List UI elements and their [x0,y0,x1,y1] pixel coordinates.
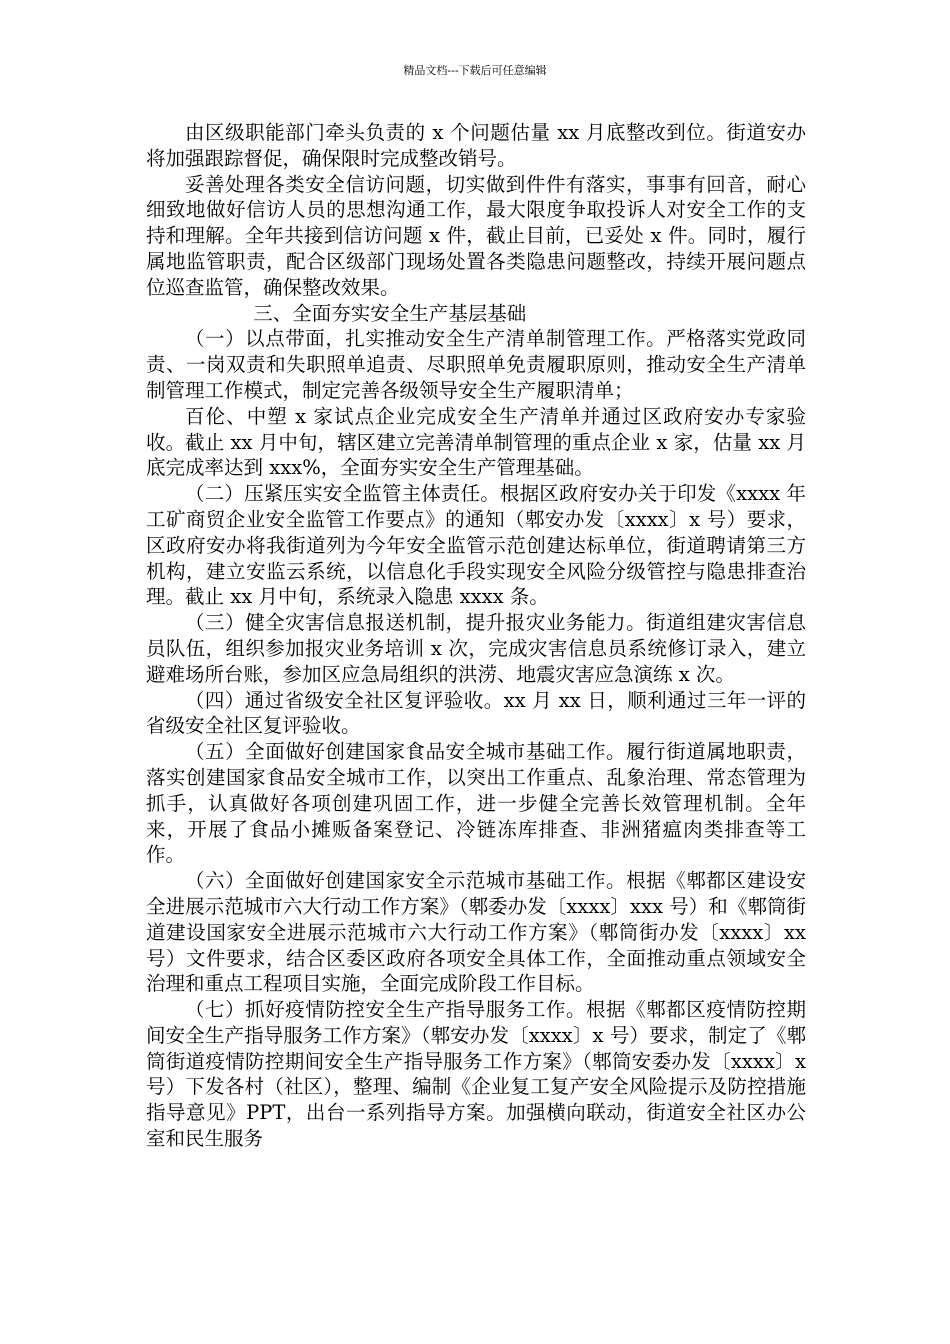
paragraph-item-3: （三）健全灾害信息报送机制，提升报灾业务能力。街道组建灾害信息员队伍，组织参加报灾业务培训 x 次，完成灾害信息员系统修订录入，建立避难场所台账，参加区应急局组织的洪涝、地震灾害应急演练 x 次。 [146,611,806,686]
paragraph-item-7: （七）抓好疫情防控安全生产指导服务工作。根据《郫都区疫情防控期间安全生产指导服务工作方案》（郫安办发〔xxxx〕x 号）要求，制定了《郫筒街道疫情防控期间安全生产指导服务工作方案》（郫筒安委办发〔xxxx〕x 号）下发各村（社区），整理、编制《企业复工复产安全风险提示及防控措施指导意见》PPT，出台一系列指导方案。加强横向联动，街道安全社区办公室和民生服务 [146,998,806,1151]
page-header: 精品文档---下载后可任意编辑 [403,64,547,77]
section-heading: 三、全面夯实安全生产基层基础 [253,301,527,325]
paragraph-item-6: （六）全面做好创建国家安全示范城市基础工作。根据《郫都区建设安全进展示范城市六大行动工作方案》（郫委办发〔xxxx〕xxx 号）和《郫筒街道建设国家安全进展示范城市六大行动工作方案》（郫筒街办发〔xxxx〕xx 号）文件要求，结合区委区政府各项安全具体工作，全面推动重点领域安全治理和重点工程项目实施，全面完成阶段工作目标。 [146,869,806,996]
paragraph-item-1: （一）以点带面，扎实推动安全生产清单制管理工作。严格落实党政同责、一岗双责和失职照单追责、尽职照单免责履职原则，推动安全生产清单制管理工作模式，制定完善各级领导安全生产履职清单； [146,327,806,402]
paragraph-item-4: （四）通过省级安全社区复评验收。xx 月 xx 日，顺利通过三年一评的省级安全社区复评验收。 [146,688,806,738]
paragraph-item-1-cont: 百伦、中塑 x 家试点企业完成安全生产清单并通过区政府安办专家验收。截止 xx 月中旬，辖区建立完善清单制管理的重点企业 x 家，估量 xx 月底完成率达到 xxx%，全面夯实安全生产管理基础。 [146,404,806,480]
paragraph-item-5: （五）全面做好创建国家食品安全城市基础工作。履行街道属地职责，落实创建国家食品安全城市工作，以突出工作重点、乱象治理、常态管理为抓手，认真做好各项创建巩固工作，进一步健全完善长效管理机制。全年来，开展了食品小摊贩备案登记、冷链冻库排查、非洲猪瘟肉类排查等工作。 [146,740,806,867]
document-body [146,120,806,1152]
paragraph-rectification: 由区级职能部门牵头负责的 x 个问题估量 xx 月底整改到位。街道安办将加强跟踪督促，确保限时完成整改销号。 [146,121,806,170]
paragraph-petition: 妥善处理各类安全信访问题，切实做到件件有落实，事事有回音，耐心细致地做好信访人员的思想沟通工作，最大限度争取投诉人对安全工作的支持和理解。全年共接到信访问题 x 件，截止目前，已妥处 x 件。同时，履行属地监管职责，配合区级部门现场处置各类隐患问题整改，持续开展问题点位巡查监管，确保整改效果。 [146,172,806,299]
paragraph-item-2: （二）压紧压实安全监管主体责任。根据区政府安办关于印发《xxxx 年工矿商贸企业安全监管工作要点》的通知（郫安办发〔xxxx〕x 号）要求，区政府安办将我街道列为今年安全监管示范创建达标单位，街道聘请第三方机构，建立安监云系统，以信息化手段实现安全风险分级管控与隐患排查治理。截止 xx 月中旬，系统录入隐患 xxxx 条。 [146,482,806,609]
